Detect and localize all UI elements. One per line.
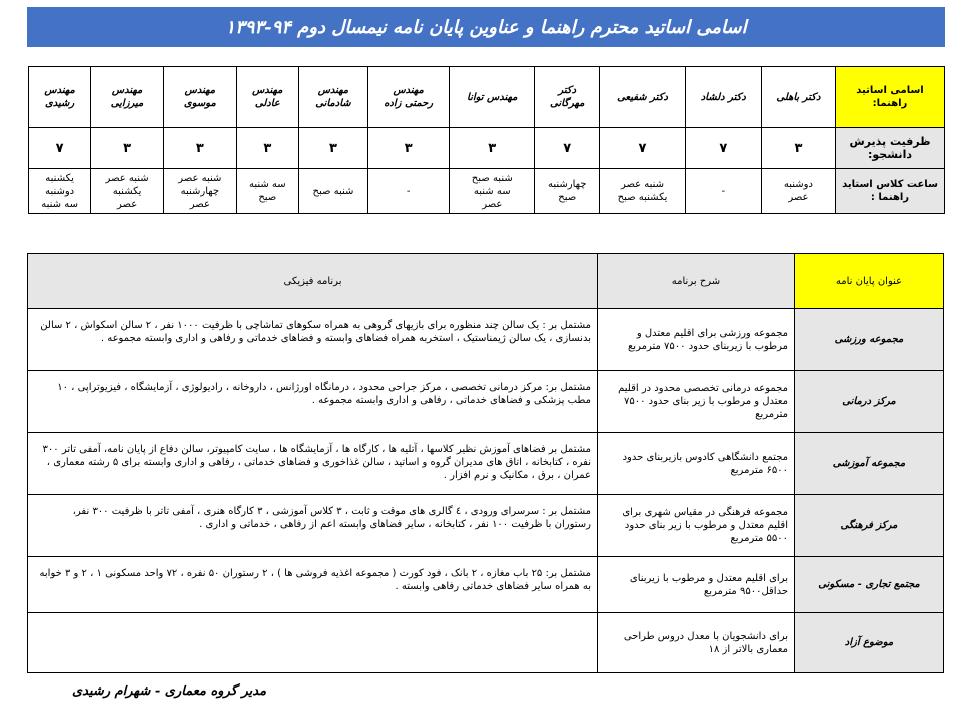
physical-cell: مشتمل بر: مرکز درمانی تخصصی ، مرکز جراحی محدود ، درمانگاه اورژانس ، داروخانه ، رادیولوژی ، آزمایشگاه ، فیزیوتراپی ، ۱۰ مطب پزشکی و فضاهای خدماتی ، رفاهی و اداری وابسته مجموعه . (28, 371, 598, 433)
advisors-table (28, 66, 945, 214)
topic-row (28, 371, 944, 433)
physical-cell: مشتمل بر : سرسرای ورودی ، ٤ گالری های موقت و ثابت ، ۳ کلاس آموزشی ، ۳ کارگاه هنری ، آمفی تاتر با ظرفیت ۳۰۰ نفر، رستوران با ظرفیت ۱۰۰ نفر ، کتابخانه ، سایر فضاهای وابسته اعم از رفاهی ، خدماتی و اداری . (28, 495, 598, 557)
advisor-name-cell: دکتر شفیعی (600, 67, 686, 128)
advisor-capacity-cell: ۳ (761, 128, 835, 169)
description-header: شرح برنامه (598, 254, 795, 309)
topic-cell: مجتمع تجاری - مسکونی (795, 557, 944, 613)
capacity-label (836, 128, 945, 169)
advisor-capacity-cell: ۷ (29, 128, 91, 169)
advisor-schedule-cell: - (685, 169, 761, 214)
advisor-schedule-cell: چهارشنبه صبح (535, 169, 600, 214)
topic-cell: مرکز درمانی (795, 371, 944, 433)
advisors-header-label: اسامی اساتید راهنما: (836, 67, 945, 128)
physical-cell: مشتمل بر : یک سالن چند منظوره برای بازیهای گروهی به همراه سکوهای تماشاچی با ظرفیت ۱۰۰۰ نفر ، ۲ سالن اسکواش ، ۲ سالن بدنسازی ، یک سالن ژیمناستیک ، استخربه همراه فضاهای وابسته و فضاهای خدماتی و رفاهی و اداری وابسته مجموعه . (28, 309, 598, 371)
description-cell: مجتمع دانشگاهی کادوس بازیربنای حدود ۶۵۰۰ مترمربع (598, 433, 795, 495)
advisor-schedule-cell: یکشنبه دوشنبه سه شنبه (29, 169, 91, 214)
topic-row (28, 433, 944, 495)
description-cell: برای اقلیم معتدل و مرطوب با زیربنای حداقل۹۵۰۰ مترمربع (598, 557, 795, 613)
capacity-label-text: ظرفیت پذیرش دانشجو: (849, 135, 931, 161)
advisor-capacity-cell: ۳ (368, 128, 450, 169)
advisor-name-cell: مهندس عادلی (236, 67, 298, 128)
topic-header: عنوان پایان نامه (795, 254, 944, 309)
advisor-capacity-cell: ۳ (91, 128, 164, 169)
topics-table (27, 253, 944, 673)
topic-row (28, 495, 944, 557)
advisor-name-cell: مهندس رحمتی زاده (368, 67, 450, 128)
description-cell: مجموعه درمانی تخصصی محدود در اقلیم معتدل و مرطوب با زیر بنای حدود ۷۵۰۰ مترمربع (598, 371, 795, 433)
advisor-name-cell: مهندس توانا (450, 67, 535, 128)
topic-cell: موضوع آزاد (795, 613, 944, 673)
advisor-schedule-cell: سه شنبه صبح (236, 169, 298, 214)
topics-header-row (28, 254, 944, 309)
description-cell: مجموعه فرهنگی در مقیاس شهری برای اقلیم معتدل و مرطوب با زیر بنای حدود ۵۵۰۰ مترمربع (598, 495, 795, 557)
advisor-schedule-cell: - (368, 169, 450, 214)
topic-cell: مجموعه ورزشی (795, 309, 944, 371)
advisor-name-cell: مهندس موسوی (163, 67, 236, 128)
advisor-capacity-cell: ۳ (163, 128, 236, 169)
topic-cell: مرکز فرهنگی (795, 495, 944, 557)
advisor-schedule-cell: شنبه عصر یکشنبه عصر (91, 169, 164, 214)
advisor-name-cell: دکتر باهلی (761, 67, 835, 128)
advisor-schedule-cell: شنبه عصر یکشنبه صبح (600, 169, 686, 214)
advisor-schedule-cell: شنبه صبح سه شنبه عصر (450, 169, 535, 214)
advisor-capacity-cell: ۳ (450, 128, 535, 169)
advisors-header-row (29, 67, 945, 128)
advisor-capacity-cell: ۳ (236, 128, 298, 169)
advisor-schedule-cell: شنبه عصر چهارشنبه عصر (163, 169, 236, 214)
physical-cell (28, 613, 598, 673)
advisor-capacity-cell: ۳ (298, 128, 367, 169)
advisor-schedule-cell: دوشنبه عصر (761, 169, 835, 214)
topic-row (28, 557, 944, 613)
advisor-name-cell: مهندس شادمانی (298, 67, 367, 128)
advisor-capacity-cell: ۷ (535, 128, 600, 169)
advisor-name-cell: مهندس میرزایی (91, 67, 164, 128)
advisor-name-cell: مهندس رشیدی (29, 67, 91, 128)
topic-cell: مجموعه آموزشی (795, 433, 944, 495)
schedule-label-text: ساعت کلاس استاید راهنما : (842, 179, 938, 203)
signature: مدیر گروه معماری - شهرام رشیدی (72, 684, 267, 699)
capacity-row (29, 128, 945, 169)
topic-row (28, 613, 944, 673)
advisor-name-cell: دکتر دلشاد (685, 67, 761, 128)
advisor-name-cell: دکتر مهرگانی (535, 67, 600, 128)
advisor-schedule-cell: شنبه صبح (298, 169, 367, 214)
schedule-row (29, 169, 945, 214)
physical-header: برنامه فیزیکی (28, 254, 598, 309)
description-cell: مجموعه ورزشی برای اقلیم معتدل و مرطوب با زیربنای حدود ۷۵۰۰ مترمربع (598, 309, 795, 371)
advisor-capacity-cell: ۷ (600, 128, 686, 169)
description-cell: برای دانشجویان با معدل دروس طراحی معماری بالاتر از ۱۸ (598, 613, 795, 673)
physical-cell: مشتمل بر: ۲۵ باب مغازه ، ۲ بانک ، فود کورت ( مجموعه اغذیه فروشی ها ) ، ۲ رستوران ۵۰ نفره ، ۷۲ واحد مسکونی ۱ ، ۲ و ۳ خوابه به همراه سایر فضاهای خدماتی رفاهی وابسته . (28, 557, 598, 613)
physical-cell: مشتمل بر فضاهای آموزش نظیر کلاسها ، آتلیه ها ، کارگاه ها ، آزمایشگاه ها ، سایت کامپیوتر، سالن دفاع از پایان نامه، آمفی تاتر ۳۰۰ نفره ، کتابخانه ، اتاق های مدیران گروه و اساتید ، سالن غذاخوری و فضاهای خدماتی ، رفاهی و اداری وابسته برای ۵ رشته معماری ، عمران ، برق ، مکانیک و نرم افزار . (28, 433, 598, 495)
advisor-capacity-cell: ۷ (685, 128, 761, 169)
schedule-label (836, 169, 945, 214)
page-title: اسامی اساتید محترم راهنما و عناوین پایان نامه نیمسال دوم ۹۴-۱۳۹۳ (27, 7, 945, 47)
topic-row (28, 309, 944, 371)
